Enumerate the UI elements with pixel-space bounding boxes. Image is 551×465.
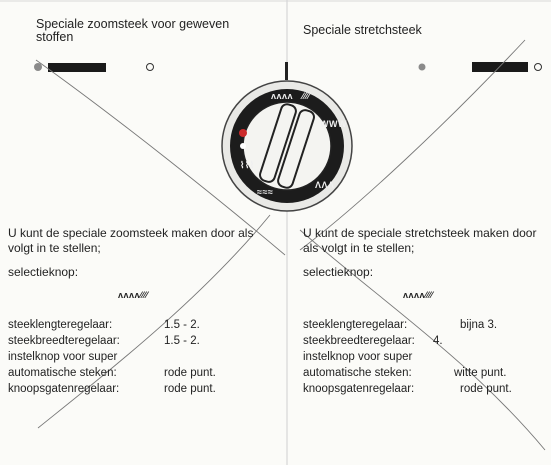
dial-pointer xyxy=(285,62,288,80)
right-width-indicator xyxy=(419,62,542,72)
right-intro: U kunt de speciale stretchsteek maken door als volgt in te stellen; xyxy=(303,226,537,255)
dial-white-dot xyxy=(240,143,246,149)
left-indicator-dot xyxy=(34,63,42,71)
left-title: Speciale zoomsteek voor geweven stoffen xyxy=(36,17,230,44)
right-indicator-bar xyxy=(472,62,528,72)
dial-mark-bottom-left: ≈≈≈ xyxy=(257,187,274,197)
right-stitch-symbol: ʌʌʌʌ⁄⁄⁄⁄ xyxy=(403,290,434,300)
left-stitch-symbol: ʌʌʌʌ⁄⁄⁄⁄ xyxy=(118,290,149,300)
left-selector-label: selectieknop: xyxy=(8,265,79,279)
right-indicator-ring xyxy=(535,64,542,71)
right-title: Speciale stretchsteek xyxy=(303,23,422,37)
left-indicator-bar xyxy=(48,63,106,72)
manual-page: ʌʌʌʌ ⁄⁄⁄⁄ WWW ⌇⌇⌇ ≈≈≈ ΛΛΛ Speciale zoomsteek voor geweven stoffen U kunt de speciale zoomsteek maken door als volgt in te stellen; selectieknop: ʌʌʌʌ⁄⁄⁄⁄ steeklengteregelaar: 1.5 - 2. steekbreedteregelaar: 1.5 - 2. instelknop voor super automatische steken: rode punt. knoopsgatenregelaar: rode punt. Speciale stretchsteek U kunt de speciale stretchsteek maken door als volgt in te stellen; selectieknop: ʌʌʌʌ⁄⁄⁄⁄ steeklengteregelaar: bijna 3. steekbreedteregelaar: 4. instelknop voor super automatische steken: witte punt. knoopsgatenregelaar: rode punt. xyxy=(0,0,551,465)
left-indicator-ring xyxy=(147,64,154,71)
dial-mark-top: ʌʌʌʌ xyxy=(271,91,294,101)
dial-inner-face xyxy=(243,102,331,190)
dial-mark-top-right: ⁄⁄⁄⁄ xyxy=(302,91,311,101)
dial-mark-right: WWW xyxy=(320,119,347,129)
right-indicator-dot xyxy=(419,64,426,71)
dial-mark-bottom-right: ΛΛΛ xyxy=(315,180,335,190)
left-intro: U kunt de speciale zoomsteek maken door als volgt in te stellen; xyxy=(8,226,254,255)
dial-red-dot xyxy=(239,129,247,137)
right-selector-label: selectieknop: xyxy=(303,265,374,279)
dial-mark-left: ⌇⌇⌇ xyxy=(240,160,255,170)
left-width-indicator xyxy=(34,63,154,72)
